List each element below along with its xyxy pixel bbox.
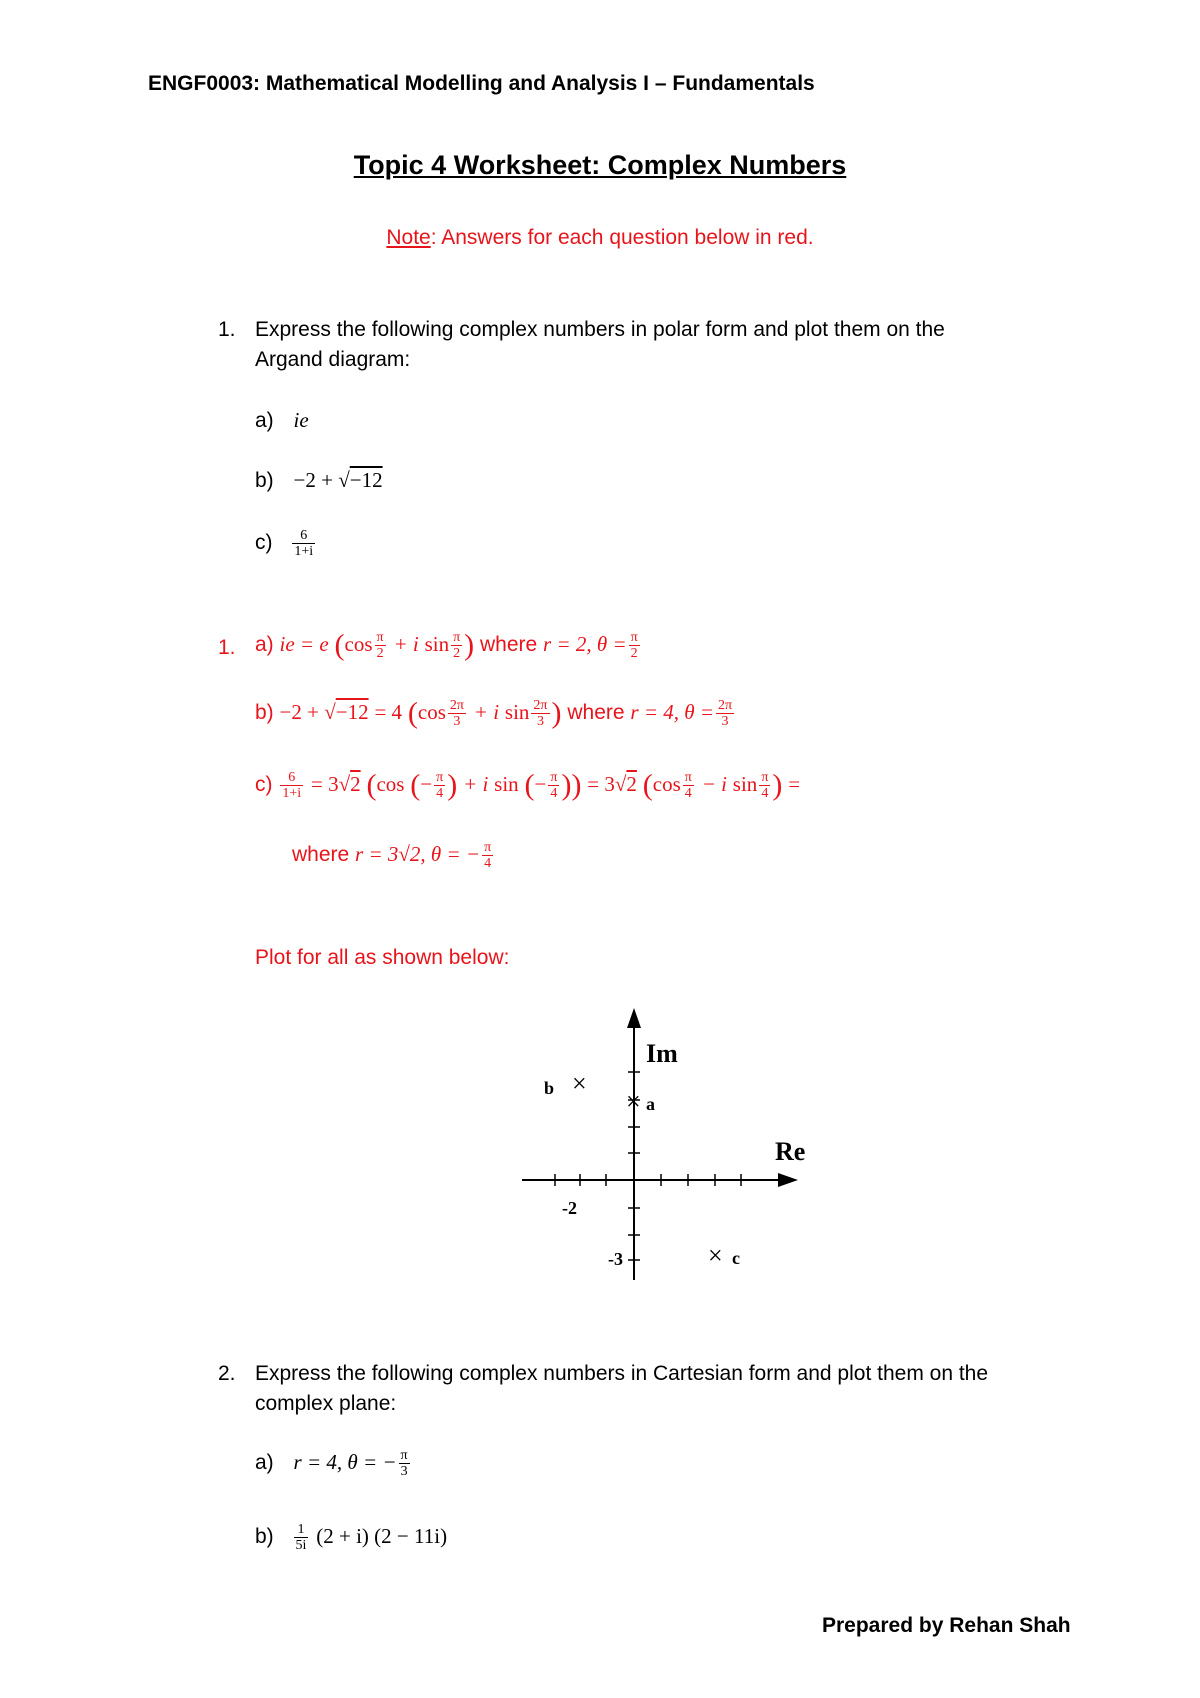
a1-part-b: b) −2 + √−12 = 4 (cos $\frac{2\pi}{3}$ + i sin $\frac{2\pi}{3}$ ) where r = 4, θ = $\frac{2\pi}{3}$ [255, 696, 733, 730]
q1-part-c: c) $\frac{6}{1+i}$ [255, 528, 314, 559]
course-header: ENGF0003: Mathematical Modelling and Analysis I – Fundamentals [148, 72, 815, 95]
a1-number: 1. [218, 636, 236, 659]
point-c-marker: × [708, 1241, 723, 1270]
im-label: Im [646, 1039, 678, 1068]
q2-prompt-line2: complex plane: [255, 1392, 397, 1415]
imaginary-axis-arrow [627, 1008, 641, 1028]
point-b-marker: × [572, 1069, 587, 1098]
a1-part-a: a) ie = e (cos $\frac{\pi}{2}$ + i sin $\frac{\pi}{2}$ ) where r = 2, θ = $\frac{\pi}{2}$ [255, 628, 638, 662]
tick-label-neg2: -2 [562, 1198, 577, 1218]
tick-label-neg3: -3 [608, 1249, 623, 1269]
a1-part-c-where: where r = 3√2, θ = − $\frac{\pi}{4}$ [292, 840, 492, 871]
a1-part-c: c) $\frac{6}{1+i}$ = 3√2 (cos (− $\frac{\pi}{4}$ ) + i sin (− $\frac{\pi}{4}$ )) = 3√2 (cos $\frac{\pi}{4}$ − i sin $\frac{\pi}{4}$ ) = [255, 768, 801, 802]
q1-part-a: a) ie [255, 408, 309, 432]
argand-diagram [500, 990, 840, 1290]
q2-number: 2. [218, 1362, 236, 1385]
point-a-marker: × [626, 1087, 641, 1116]
page-title: Topic 4 Worksheet: Complex Numbers [353, 150, 847, 180]
point-c-label: c [732, 1248, 740, 1268]
real-axis-arrow [778, 1173, 798, 1187]
note-line [0, 226, 1200, 250]
plot-caption: Plot for all as shown below: [255, 946, 510, 969]
prepared-by: Prepared by Rehan Shah [822, 1614, 1071, 1637]
re-label: Re [775, 1137, 806, 1166]
point-b-label: b [544, 1078, 555, 1098]
q2-prompt-line1: Express the following complex numbers in Cartesian form and plot them on the [255, 1362, 989, 1385]
q1-number: 1. [218, 318, 236, 341]
q2-part-b: b) $\frac{1}{5i}$ (2 + i) (2 − 11i) [255, 1522, 448, 1553]
q2-part-a: a) r = 4, θ = − $\frac{\pi}{3}$ [255, 1448, 408, 1479]
note-text: : Answers for each question below in red. [430, 226, 814, 249]
q1-part-b: b) −2 + √−12 [255, 468, 383, 492]
q1-prompt-line1: Express the following complex numbers in polar form and plot them on the [255, 318, 945, 341]
note-label: Note [386, 226, 431, 249]
q1-prompt-line2: Argand diagram: [255, 348, 411, 371]
point-a-label: a [646, 1094, 655, 1114]
q1-c-fraction: $\frac{6}{1+i}$ [294, 528, 314, 559]
